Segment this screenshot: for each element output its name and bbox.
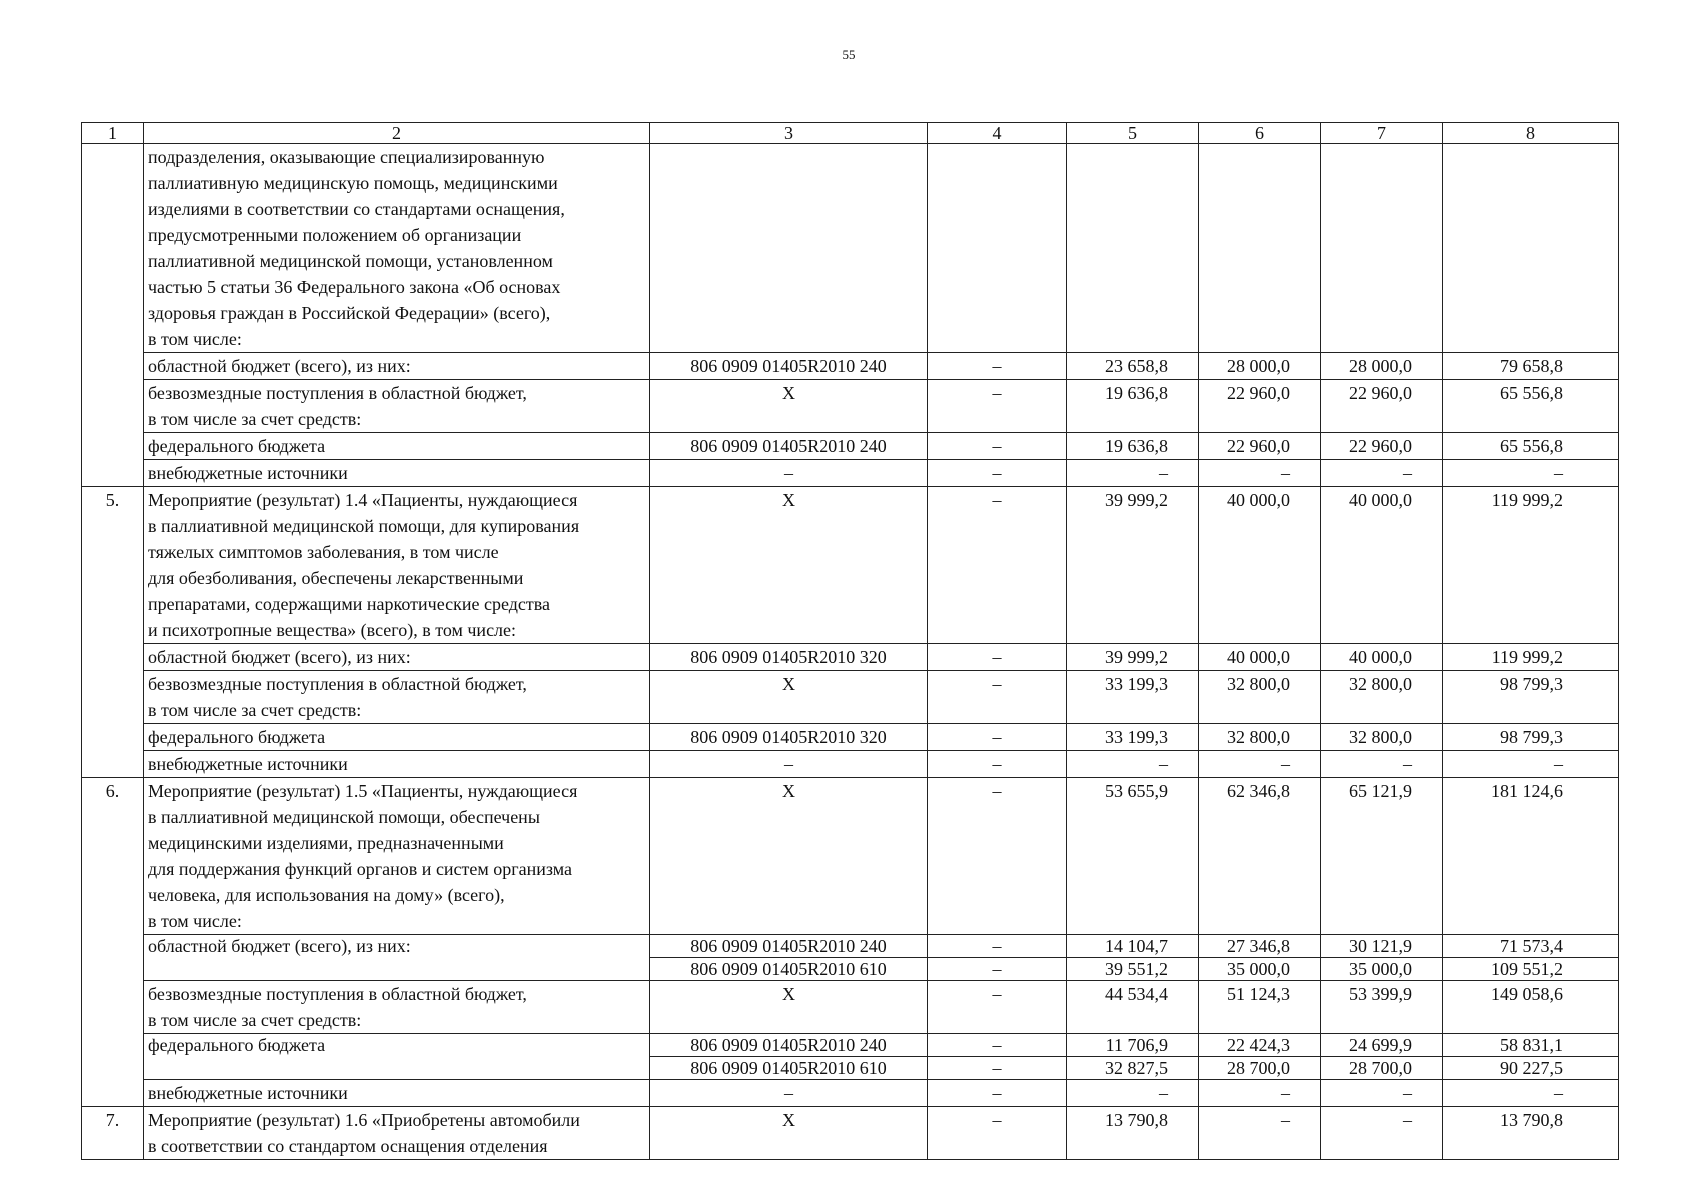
item-name-cell: Мероприятие (результат) 1.5 «Пациенты, нуждающиеся в паллиативной медицинской помощи, обеспечены медицинскими изделиями, предназначенными для поддержания функций органов и систем организма человека, для использования на дому» (всего), в том числе: <box>144 778 650 935</box>
budget-code-cell: 806 0909 01405R2010 610 <box>650 1057 928 1080</box>
value-cell-c6: 35 000,0 <box>1199 958 1321 981</box>
value-cell-c8 <box>1443 144 1619 353</box>
value-cell-c8: 13 790,8 <box>1443 1107 1619 1160</box>
value-cell-c5: 32 827,5 <box>1067 1057 1199 1080</box>
value-cell-c6: 28 700,0 <box>1199 1057 1321 1080</box>
value-cell-c7: 53 399,9 <box>1321 981 1443 1034</box>
value-cell-c8: 90 227,5 <box>1443 1057 1619 1080</box>
table-row <box>82 724 1619 751</box>
budget-code-cell: 806 0909 01405R2010 610 <box>650 958 928 981</box>
item-name-cell: федерального бюджета <box>144 724 650 751</box>
table-row <box>82 778 1619 935</box>
item-name-cell: безвозмездные поступления в областной бюджет, в том числе за счет средств: <box>144 981 650 1034</box>
table-row <box>82 644 1619 671</box>
value-cell-c5: 33 199,3 <box>1067 724 1199 751</box>
value-cell-c4: – <box>928 487 1067 644</box>
budget-code-cell: – <box>650 1080 928 1107</box>
value-cell-c7: – <box>1321 460 1443 487</box>
value-cell-c8: – <box>1443 1080 1619 1107</box>
budget-code-cell: – <box>650 460 928 487</box>
value-cell-c7: 40 000,0 <box>1321 644 1443 671</box>
value-cell-c5: 39 551,2 <box>1067 958 1199 981</box>
header-cell: 3 <box>650 123 928 144</box>
value-cell-c6: – <box>1199 1107 1321 1160</box>
value-cell-c6: 32 800,0 <box>1199 724 1321 751</box>
value-cell-c8: 149 058,6 <box>1443 981 1619 1034</box>
value-cell-c5: 33 199,3 <box>1067 671 1199 724</box>
value-cell-c8: 98 799,3 <box>1443 724 1619 751</box>
header-cell: 7 <box>1321 123 1443 144</box>
item-name-cell: внебюджетные источники <box>144 751 650 778</box>
value-cell-c5: 13 790,8 <box>1067 1107 1199 1160</box>
value-cell-c4: – <box>928 644 1067 671</box>
value-cell-c4: – <box>928 935 1067 958</box>
value-cell-c4: – <box>928 460 1067 487</box>
value-cell-c4: – <box>928 380 1067 433</box>
value-cell-c5: – <box>1067 1080 1199 1107</box>
value-cell-c4: – <box>928 981 1067 1034</box>
item-name-cell: областной бюджет (всего), из них: <box>144 935 650 981</box>
value-cell-c8: 65 556,8 <box>1443 433 1619 460</box>
value-cell-c5: 44 534,4 <box>1067 981 1199 1034</box>
table-body <box>82 144 1619 1160</box>
budget-code-cell: X <box>650 1107 928 1160</box>
header-cell: 2 <box>144 123 650 144</box>
value-cell-c6: 22 424,3 <box>1199 1034 1321 1057</box>
value-cell-c7: – <box>1321 1080 1443 1107</box>
budget-code-cell: X <box>650 380 928 433</box>
item-name-cell: внебюджетные источники <box>144 460 650 487</box>
table-row <box>82 433 1619 460</box>
value-cell-c8: 65 556,8 <box>1443 380 1619 433</box>
budget-code-cell: X <box>650 671 928 724</box>
table-row <box>82 751 1619 778</box>
table-row <box>82 981 1619 1034</box>
value-cell-c7: 28 700,0 <box>1321 1057 1443 1080</box>
value-cell-c7: 22 960,0 <box>1321 380 1443 433</box>
value-cell-c4: – <box>928 724 1067 751</box>
table-row <box>82 1107 1619 1160</box>
item-name-cell: Мероприятие (результат) 1.6 «Приобретены автомобили в соответствии со стандартом оснащения отделения <box>144 1107 650 1160</box>
header-cell: 8 <box>1443 123 1619 144</box>
budget-code-cell: 806 0909 01405R2010 320 <box>650 644 928 671</box>
header-row <box>82 123 1619 144</box>
item-name-cell: федерального бюджета <box>144 1034 650 1080</box>
value-cell-c6: – <box>1199 460 1321 487</box>
value-cell-c5: 39 999,2 <box>1067 487 1199 644</box>
budget-code-cell: 806 0909 01405R2010 240 <box>650 935 928 958</box>
item-name-cell: подразделения, оказывающие специализированную паллиативную медицинскую помощь, медицинскими изделиями в соответствии со стандартами оснащения, предусмотренными положением об организации паллиативной медицинской помощи, установленном частью 5 статьи 36 Федерального закона «Об основах здоровья граждан в Российской Федерации» (всего), в том числе: <box>144 144 650 353</box>
table-row <box>82 144 1619 353</box>
value-cell-c7: – <box>1321 1107 1443 1160</box>
value-cell-c4: – <box>928 778 1067 935</box>
value-cell-c7: 24 699,9 <box>1321 1034 1443 1057</box>
value-cell-c4: – <box>928 1034 1067 1057</box>
value-cell-c7: 35 000,0 <box>1321 958 1443 981</box>
value-cell-c8: 181 124,6 <box>1443 778 1619 935</box>
item-name-cell: областной бюджет (всего), из них: <box>144 353 650 380</box>
table-row <box>82 671 1619 724</box>
budget-code-cell: 806 0909 01405R2010 320 <box>650 724 928 751</box>
value-cell-c5: 19 636,8 <box>1067 433 1199 460</box>
value-cell-c7: 30 121,9 <box>1321 935 1443 958</box>
value-cell-c6: – <box>1199 1080 1321 1107</box>
header-cell: 6 <box>1199 123 1321 144</box>
value-cell-c6: 22 960,0 <box>1199 433 1321 460</box>
value-cell-c5 <box>1067 144 1199 353</box>
budget-code-cell: 806 0909 01405R2010 240 <box>650 433 928 460</box>
table-row <box>82 353 1619 380</box>
budget-code-cell: X <box>650 778 928 935</box>
value-cell-c6: 40 000,0 <box>1199 644 1321 671</box>
value-cell-c5: 11 706,9 <box>1067 1034 1199 1057</box>
budget-table <box>81 122 1619 1160</box>
header-cell: 1 <box>82 123 144 144</box>
table-row <box>82 487 1619 644</box>
value-cell-c4: – <box>928 1080 1067 1107</box>
item-number-cell: 7. <box>82 1107 144 1160</box>
value-cell-c5: 23 658,8 <box>1067 353 1199 380</box>
value-cell-c4: – <box>928 1057 1067 1080</box>
budget-code-cell: X <box>650 487 928 644</box>
value-cell-c5: – <box>1067 460 1199 487</box>
item-name-cell: Мероприятие (результат) 1.4 «Пациенты, нуждающиеся в паллиативной медицинской помощи, для купирования тяжелых симптомов заболевания, в том числе для обезболивания, обеспечены лекарственными препаратами, содержащими наркотические средства и психотропные вещества» (всего), в том числе: <box>144 487 650 644</box>
table-row <box>82 380 1619 433</box>
value-cell-c6: 40 000,0 <box>1199 487 1321 644</box>
value-cell-c6: 32 800,0 <box>1199 671 1321 724</box>
header-cell: 4 <box>928 123 1067 144</box>
item-name-cell: федерального бюджета <box>144 433 650 460</box>
item-name-cell: безвозмездные поступления в областной бюджет, в том числе за счет средств: <box>144 671 650 724</box>
value-cell-c5: 53 655,9 <box>1067 778 1199 935</box>
item-name-cell: внебюджетные источники <box>144 1080 650 1107</box>
item-name-cell: областной бюджет (всего), из них: <box>144 644 650 671</box>
value-cell-c8: – <box>1443 751 1619 778</box>
table-row <box>82 1034 1619 1057</box>
value-cell-c6: 22 960,0 <box>1199 380 1321 433</box>
value-cell-c4: – <box>928 433 1067 460</box>
budget-code-cell <box>650 144 928 353</box>
value-cell-c5: 14 104,7 <box>1067 935 1199 958</box>
table-row <box>82 460 1619 487</box>
value-cell-c5: 39 999,2 <box>1067 644 1199 671</box>
value-cell-c7: 28 000,0 <box>1321 353 1443 380</box>
value-cell-c7: 32 800,0 <box>1321 671 1443 724</box>
item-name-cell: безвозмездные поступления в областной бюджет, в том числе за счет средств: <box>144 380 650 433</box>
value-cell-c8: 98 799,3 <box>1443 671 1619 724</box>
item-number-cell: 5. <box>82 487 144 778</box>
page-number: 55 <box>842 47 856 62</box>
value-cell-c4: – <box>928 671 1067 724</box>
value-cell-c6: 27 346,8 <box>1199 935 1321 958</box>
budget-code-cell: 806 0909 01405R2010 240 <box>650 353 928 380</box>
value-cell-c5: 19 636,8 <box>1067 380 1199 433</box>
value-cell-c7: – <box>1321 751 1443 778</box>
value-cell-c7: 22 960,0 <box>1321 433 1443 460</box>
value-cell-c7: 32 800,0 <box>1321 724 1443 751</box>
value-cell-c7: 65 121,9 <box>1321 778 1443 935</box>
value-cell-c4: – <box>928 1107 1067 1160</box>
value-cell-c8: – <box>1443 460 1619 487</box>
value-cell-c4: – <box>928 958 1067 981</box>
table-row <box>82 1080 1619 1107</box>
item-number-cell <box>82 144 144 487</box>
value-cell-c4 <box>928 144 1067 353</box>
value-cell-c8: 119 999,2 <box>1443 487 1619 644</box>
value-cell-c6 <box>1199 144 1321 353</box>
budget-code-cell: – <box>650 751 928 778</box>
value-cell-c8: 109 551,2 <box>1443 958 1619 981</box>
value-cell-c8: 58 831,1 <box>1443 1034 1619 1057</box>
value-cell-c8: 71 573,4 <box>1443 935 1619 958</box>
table-row <box>82 935 1619 958</box>
budget-code-cell: X <box>650 981 928 1034</box>
value-cell-c7 <box>1321 144 1443 353</box>
value-cell-c6: 62 346,8 <box>1199 778 1321 935</box>
value-cell-c6: – <box>1199 751 1321 778</box>
value-cell-c4: – <box>928 751 1067 778</box>
value-cell-c8: 79 658,8 <box>1443 353 1619 380</box>
value-cell-c7: 40 000,0 <box>1321 487 1443 644</box>
header-cell: 5 <box>1067 123 1199 144</box>
item-number-cell: 6. <box>82 778 144 1107</box>
budget-code-cell: 806 0909 01405R2010 240 <box>650 1034 928 1057</box>
value-cell-c4: – <box>928 353 1067 380</box>
value-cell-c6: 28 000,0 <box>1199 353 1321 380</box>
value-cell-c8: 119 999,2 <box>1443 644 1619 671</box>
value-cell-c6: 51 124,3 <box>1199 981 1321 1034</box>
value-cell-c5: – <box>1067 751 1199 778</box>
